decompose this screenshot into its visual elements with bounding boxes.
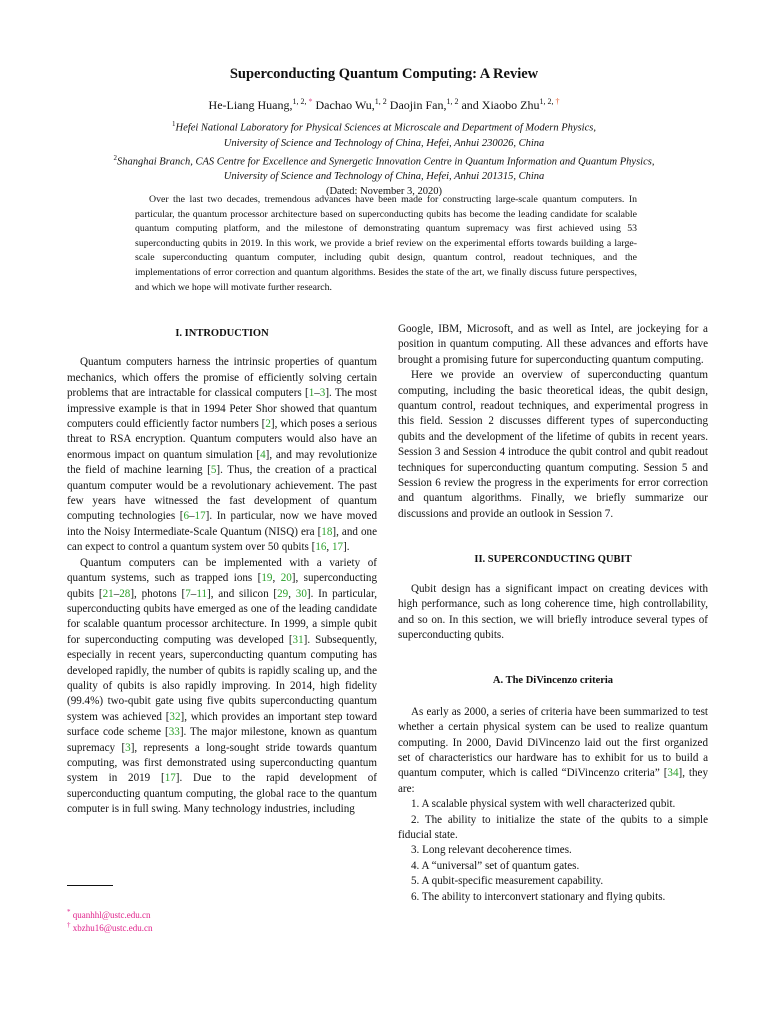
intro-paragraph-2: Quantum computers can be implemented with a variety of quantum systems, such as trapped ions [19, 20], superconducting qubits [21–28], photons [7–11], and silicon [29, 30]. In particular, superconducting qubits have emerged as one of the leading candidate for scalable quantum processor architecture. In 1999, a simple qubit for superconducting computing was developed [31]. Subsequently, especially in recent years, superconducting quantum computing has developed rapidly, the number of qubits is rapidly scaling up, and the quality of qubits is also rapidly improving. In 2014, high fidelity (99.4%) two-qubit gate using five qubits superconducting quantum system was achieved [32], which provides an important step toward surface code scheme [33]. The major milestone, known as quantum supremacy [3], represents a long-sought stride towards quantum computing, was first demonstrated using superconducting quantum system in 2019 [17]. Due to the rapid development of superconducting quantum computing, the global race to the quantum computer is in full swing. Many technology industries, including bbox=[67, 556, 378, 816]
author-4: and Xiaobo Zhu$^{1, 2,}$ † bbox=[461, 97, 560, 112]
citation-link[interactable]: 7 bbox=[185, 587, 191, 600]
author-1: He-Liang Huang,$^{1, 2,}$ * bbox=[208, 97, 313, 112]
section-heading-introduction: I. INTRODUCTION bbox=[175, 328, 269, 339]
qubit-paragraph: Qubit design has a significant impact on creating devices with high performance, such as long coherence time, high controllability, and so on. In this section, we will briefly introduce several types of superconducting qubits. bbox=[398, 582, 708, 641]
footnote-rule bbox=[67, 885, 113, 886]
intro-paragraph-continued: Google, IBM, Microsoft, and as well as Intel, are jockeying for a position in quantum computing. All these advances and efforts have brought a promising future for superconducting quantum computing. bbox=[398, 323, 708, 366]
criteria-item: 6. The ability to interconvert stationary and flying qubits. bbox=[411, 890, 666, 903]
left-column bbox=[67, 322, 377, 818]
citation-link[interactable]: 29 bbox=[277, 587, 289, 600]
citation-link[interactable]: 18 bbox=[321, 525, 333, 538]
affiliation-1-line-2: University of Science and Technology of China, Hefei, Anhui 230026, China bbox=[223, 137, 545, 149]
footnote-email-2[interactable]: † xbzhu16@ustc.edu.cn bbox=[67, 921, 153, 933]
citation-link[interactable]: 4 bbox=[260, 448, 266, 461]
dated-line: (Dated: November 3, 2020) bbox=[325, 186, 443, 197]
citation-link[interactable]: 16 bbox=[315, 541, 327, 554]
citation-link[interactable]: 17 bbox=[331, 541, 344, 554]
affiliation-1: $^1$Hefei National Laboratory for Physical Sciences at Microscale and Department of Modern Physics, bbox=[172, 120, 596, 134]
paper-title: Superconducting Quantum Computing: A Review bbox=[229, 66, 539, 82]
author-list bbox=[0, 97, 768, 113]
citation-link[interactable]: 11 bbox=[196, 587, 207, 600]
footnote-email-1[interactable]: * quanhhl@ustc.edu.cn bbox=[67, 908, 151, 920]
citation-link[interactable]: 28 bbox=[119, 587, 131, 600]
criteria-item: 1. A scalable physical system with well characterized qubit. bbox=[411, 798, 676, 811]
affiliation-2: $^2$Shanghai Branch, CAS Centre for Excellence and Synergetic Innovation Centre in Quantum Information and Quantum Physics, bbox=[113, 153, 655, 167]
citation-link[interactable]: 17 bbox=[164, 772, 176, 785]
subsection-heading-divincenzo: A. The DiVincenzo criteria bbox=[492, 675, 614, 687]
citation-link[interactable]: 6 bbox=[183, 510, 189, 523]
intro-paragraph-3: Here we provide an overview of superconducting quantum computing, including the basic theoretical ideas, the qubit design, quantum control, readout techniques, and experimental progress in this field. Session 2 discusses different types of superconducting qubits and the development of the lifetime of qubits in recent years. Session 3 and Session 4 introduce the qubit control and qubit readout techniques for superconducting quantum computing. Session 5 and Session 6 review the progress in the experiments for error correction and quantum algorithms. Finally, we briefly summarize our discussions and provide an outlook in Session 7. bbox=[398, 369, 708, 520]
citation-link[interactable]: 1 bbox=[308, 387, 315, 400]
affiliation-2-line-2: University of Science and Technology of China, Hefei, Anhui 201315, China bbox=[223, 171, 545, 182]
citation-link[interactable]: 19 bbox=[261, 572, 273, 585]
citation-link[interactable]: 5 bbox=[210, 464, 217, 477]
criteria-item: 2. The ability to initialize the state of the qubits to a simple fiducial state. bbox=[398, 813, 708, 841]
affiliations bbox=[60, 117, 708, 199]
divincenzo-paragraph: As early as 2000, a series of criteria have been summarized to test whether a certain physical system can be used to realize quantum computing. In 2000, David DiVincenzo laid out the first organized set of characteristics our hardware has to exhibit for us to build a quantum computer, which is called “DiVincenzo criteria” [34], they are: bbox=[398, 705, 708, 795]
citation-link[interactable]: 3 bbox=[319, 387, 326, 400]
citation-link[interactable]: 34 bbox=[667, 767, 679, 780]
criteria-list bbox=[398, 797, 708, 905]
author-3: Daojin Fan,$^{1, 2}$ bbox=[389, 97, 459, 112]
citation-link[interactable]: 3 bbox=[125, 741, 131, 754]
citation-link[interactable]: 2 bbox=[265, 418, 271, 431]
citation-link[interactable]: 31 bbox=[292, 633, 304, 646]
criteria-item: 3. Long relevant decoherence times. bbox=[411, 844, 572, 857]
criteria-item: 5. A qubit-specific measurement capability. bbox=[411, 875, 604, 888]
section-heading-superconducting-qubit: II. SUPERCONDUCTING QUBIT bbox=[474, 554, 632, 566]
citation-link[interactable]: 20 bbox=[280, 572, 292, 585]
right-column bbox=[398, 322, 708, 905]
citation-link[interactable]: 21 bbox=[102, 587, 114, 600]
criteria-item: 4. A “universal” set of quantum gates. bbox=[411, 859, 580, 872]
intro-paragraph-1: Quantum computers harness the intrinsic properties of quantum mechanics, which offers the promise of efficiently solving certain problems that are intractable for classical computers [1–3]. The most impressive example is that in 1994 Peter Shor showed that quantum computers could efficiently factor numbers [2], which poses a serious threat to RSA encryption. Quantum computers would also have an enormous impact on quantum simulation [4], and may revolutionize the field of machine learning [5]. Thus, the creation of a practical quantum computer would be a revolutionary achievement. The past few years have witnessed the fast development of quantum computing technologies [6–17]. In particular, now we have moved into the Noisy Intermediate-Scale Quantum (NISQ) era [18], and one can expect to control a quantum system over 50 qubits [16, 17]. bbox=[67, 356, 378, 554]
citation-link[interactable]: 32 bbox=[169, 710, 181, 723]
citation-link[interactable]: 33 bbox=[168, 726, 180, 739]
citation-link[interactable]: 30 bbox=[295, 587, 307, 600]
abstract: Over the last two decades, tremendous advances have been made for constructing large-scale quantum computers. In particular, the quantum processor architecture based on superconducting qubits has become the leading candidate for scalable quantum computing platform, and the milestone of demonstrating quantum supremacy was first achieved using 53 superconducting qubits in 2019. In this work, we provide a brief review on the experimental efforts towards building a large-scale superconducting quantum computer, including qubit design, quantum control, readout techniques, and the implementations of error correction and quantum algorithms. Besides the state of the art, we finally discuss future perspectives, and which we hope will motivate further research. bbox=[135, 194, 637, 293]
author-2: Dachao Wu,$^{1, 2}$ bbox=[315, 97, 387, 112]
citation-link[interactable]: 17 bbox=[194, 510, 206, 523]
